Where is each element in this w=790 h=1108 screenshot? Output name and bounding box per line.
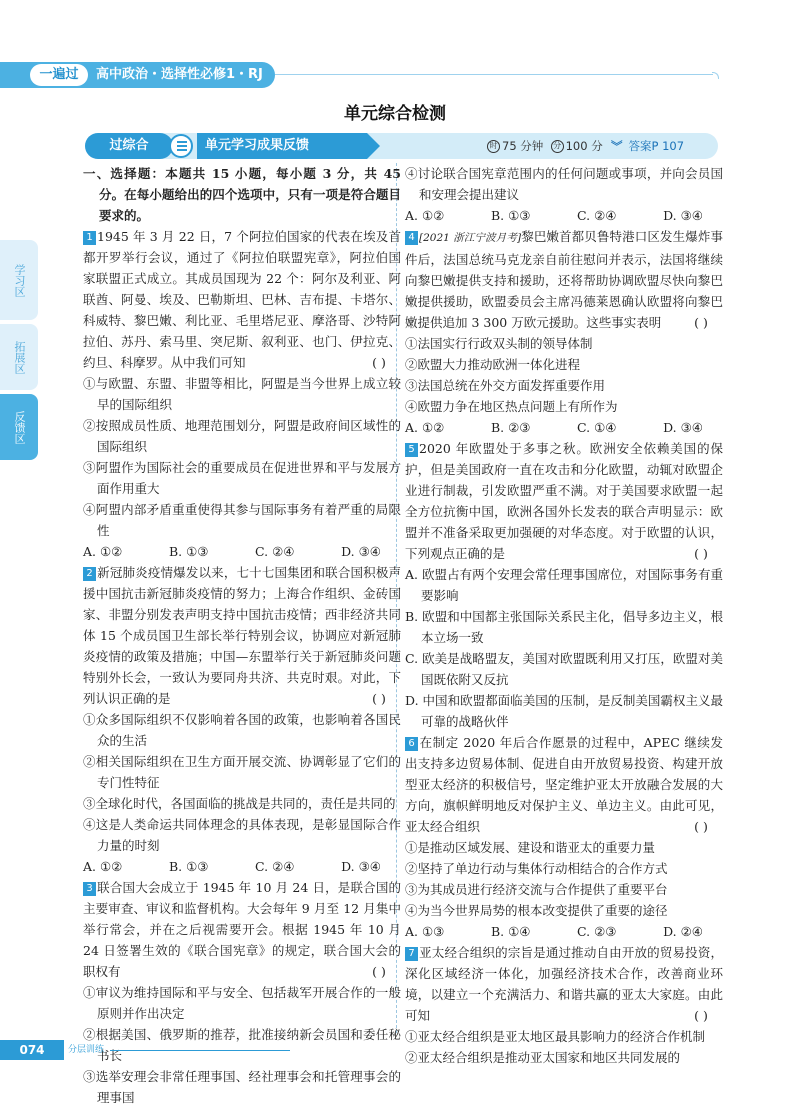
- question-6: [405, 732, 723, 942]
- question-stem: 1945 年 3 月 22 日，7 个阿拉伯国家的代表在埃及首都开罗举行会议，通过了《阿拉伯联盟宪章》，阿拉伯国家联盟正式成立。其成员国现为 22 个：阿尔及利亚、阿联酋、阿曼、埃及、巴勒斯坦、巴林、吉布提、卡塔尔、科威特、黎巴嫩、利比亚、毛里塔尼亚、摩洛哥、沙特阿拉伯、苏丹、索马里、突尼斯、叙利亚、也门、伊拉克、约旦、科摩罗。从中我们可知: [83, 229, 401, 370]
- header-rule: [275, 74, 713, 75]
- question-1: [83, 226, 401, 562]
- statement: ②按照成员性质、地理范围划分，阿盟是政府间区域性的国际组织: [83, 418, 401, 454]
- question-number: 6: [405, 737, 418, 751]
- page-number: 074: [0, 1040, 64, 1060]
- question-number: 4: [405, 231, 418, 245]
- statement: ③选举安理会非常任理事国、经社理事会和托管理事会的理事国: [83, 1069, 401, 1105]
- option-c[interactable]: C. ②④: [255, 544, 295, 559]
- option-a[interactable]: A. ①②: [405, 208, 445, 223]
- statement: ③为其成员进行经济交流与合作提供了重要平台: [405, 882, 668, 897]
- answer-options: [405, 205, 723, 226]
- double-chevron-down-icon: ︾: [611, 139, 623, 153]
- option-d[interactable]: D. ③④: [663, 208, 703, 223]
- question-number: 2: [83, 567, 96, 581]
- statement: ②根据美国、俄罗斯的推荐，批准接纳新会员国和委任秘书长: [83, 1027, 401, 1063]
- option-b[interactable]: B. ②③: [490, 420, 531, 435]
- brand-logo: 一遍过: [30, 64, 88, 86]
- time-limit: 75 分钟: [502, 139, 544, 153]
- question-number: 7: [405, 947, 418, 961]
- option-d[interactable]: D. ②④: [663, 924, 703, 939]
- question-5: [405, 438, 723, 732]
- answer-paren[interactable]: ( ): [694, 819, 708, 834]
- option-a[interactable]: A. ①②: [405, 420, 445, 435]
- question-stem: 2020 年欧盟处于多事之秋。欧洲安全依赖美国的保护，但是美国政府一直在攻击和分化欧盟，动辄对欧盟企业进行制裁，引发欧盟严重不满。对于美国要求欧盟一起全方位抗衡中国，欧洲各国外长发表的联合声明显示：欧盟并不准备采取更加强硬的对华态度。对于欧盟的认识，下列观点正确的是: [405, 441, 723, 561]
- statement: ④欧盟力争在地区热点问题上有所作为: [405, 399, 618, 414]
- option-c[interactable]: C. ②④: [255, 859, 295, 874]
- option-b[interactable]: B. ①③: [168, 544, 209, 559]
- question-stem: 新冠肺炎疫情爆发以来，七十七国集团和联合国积极声援中国抗击新冠肺炎疫情的努力；上海合作组织、金砖国家、非盟分别发表声明支持中国抗击疫情；西非经济共同体 15 个成员国卫生部长举行特别会议，协调应对新冠肺炎疫情的政策及措施；中国—东盟举行关于新冠肺炎问题特别外长会，一致认为要同舟共济、共克时艰。对此，下列认识正确的是: [83, 565, 401, 706]
- section-title: 单元综合检测: [344, 104, 446, 124]
- statement: ②亚太经合组织是推动亚太国家和地区共同发展的: [405, 1050, 681, 1065]
- statement: ①亚太经合组织是亚太地区最具影响力的经济合作机制: [405, 1029, 706, 1044]
- question-3: [83, 877, 401, 1108]
- option-d[interactable]: D. ③④: [341, 859, 381, 874]
- answer-paren[interactable]: ( ): [694, 546, 708, 561]
- option-d[interactable]: D. ③④: [341, 544, 381, 559]
- page-footer: [0, 1040, 290, 1060]
- option-b[interactable]: B. ①④: [490, 924, 531, 939]
- answer-paren[interactable]: ( ): [694, 315, 708, 330]
- right-column: [405, 163, 723, 1068]
- question-number: 3: [83, 882, 96, 896]
- total-score: 100 分: [565, 139, 603, 153]
- answer-paren[interactable]: ( ): [372, 691, 386, 706]
- statement: ②坚持了单边行动与集体行动相结合的合作方式: [405, 861, 668, 876]
- question-stem: 联合国大会成立于 1945 年 10 月 24 日，是联合国的主要审查、审议和监督机构。大会每年 9 月至 12 月集中举行常会，并在之后视需要开会。根据 1945 年 10 月 24 日签署生效的《联合国宪章》的规定，联合国大会的职权有: [83, 880, 401, 979]
- statement: ④为当今世界局势的根本改变提供了重要的途径: [405, 903, 668, 918]
- question-2: [83, 562, 401, 877]
- option-b[interactable]: B. ①③: [168, 859, 209, 874]
- time-score-info: [487, 133, 603, 159]
- side-tab-feedback[interactable]: 反馈区: [0, 394, 38, 460]
- option-a[interactable]: A. ①③: [405, 924, 445, 939]
- option-b[interactable]: B. ①③: [490, 208, 531, 223]
- answer-options: [83, 856, 401, 877]
- footer-label: 分层训练: [68, 1045, 105, 1055]
- statement: ①是推动区域发展、建设和谐亚太的重要力量: [405, 840, 656, 855]
- answer-options: [83, 541, 401, 562]
- page-header: [0, 62, 720, 88]
- question-7: [405, 942, 723, 1068]
- option-d[interactable]: D. ③④: [663, 420, 703, 435]
- answer-paren[interactable]: ( ): [372, 355, 386, 370]
- option-c[interactable]: C. ②④: [577, 208, 617, 223]
- answer-paren[interactable]: ( ): [372, 964, 386, 979]
- banner-label-sub: 单元学习成果反馈: [197, 133, 367, 159]
- side-tab-extend[interactable]: 拓展区: [0, 324, 38, 390]
- statement: ③阿盟作为国际社会的重要成员在促进世界和平与发展方面作用重大: [83, 460, 401, 496]
- question-number: 1: [83, 231, 96, 245]
- section-banner: [85, 133, 718, 159]
- left-column: [83, 163, 401, 1108]
- score-icon: 分: [551, 140, 564, 153]
- section-instructions: 一、选择题：本题共 15 小题，每小题 3 分，共 45 分。在每小题给出的四个选项中，只有一项是符合题目要求的。: [83, 166, 401, 223]
- statement: ③法国总统在外交方面发挥重要作用: [405, 378, 606, 393]
- side-tab-study[interactable]: 学习区: [0, 240, 38, 320]
- answer-options: [405, 417, 723, 438]
- question-source: [2021 浙江宁波月考]: [419, 232, 522, 244]
- statement: ①与欧盟、东盟、非盟等相比，阿盟是当今世界上成立较早的国际组织: [83, 376, 401, 412]
- statement: ③全球化时代，各国面临的挑战是共同的，责任是共同的: [83, 796, 396, 811]
- statement: ④阿盟内部矛盾重重使得其参与国际事务有着严重的局限性: [83, 502, 401, 538]
- option-c[interactable]: C. ②③: [577, 924, 617, 939]
- question-4: [405, 226, 723, 438]
- answer-paren[interactable]: ( ): [694, 1008, 708, 1023]
- answer-link[interactable]: [601, 133, 718, 159]
- footer-rule: [110, 1050, 290, 1051]
- question-stem: 亚太经合组织的宗旨是通过推动自由开放的贸易投资，深化区域经济一体化，加强经济技术合作，改善商业环境，以建立一个充满活力、和谐共赢的亚太大家庭。由此可知: [405, 945, 723, 1023]
- answer-options: [405, 921, 723, 942]
- statement: ①众多国际组织不仅影响着各国的政策，也影响着各国民众的生活: [83, 712, 401, 748]
- banner-label-main: 过综合: [85, 133, 173, 159]
- statement: ②相关国际组织在卫生方面开展交流、协调彰显了它们的专门性特征: [83, 754, 401, 790]
- clock-icon: 时: [487, 140, 500, 153]
- statement: ④这是人类命运共同体理念的具体表现，是彰显国际合作力量的时刻: [83, 817, 401, 853]
- option-c[interactable]: C. 欧美是战略盟友，美国对欧盟既利用又打压，欧盟对美国既依附又反抗: [405, 651, 723, 687]
- option-b[interactable]: B. 欧盟和中国都主张国际关系民主化，倡导多边主义，根本立场一致: [405, 609, 723, 645]
- question-stem: 在制定 2020 年后合作愿景的过程中，APEC 继续发出支持多边贸易体制、促进自由开放贸易投资、构建开放型亚太经济的积极信号，坚定维护亚太开放融合发展的大方向，旗帜鲜明地反对保护主义、单边主义。由此可见，亚太经合组织: [405, 735, 723, 834]
- book-title: 高中政治・选择性必修1・RJ: [96, 67, 263, 82]
- option-a[interactable]: A. ①②: [83, 544, 123, 559]
- option-d[interactable]: D. 中国和欧盟都面临美国的压制，是反制美国霸权主义最可靠的战略伙伴: [405, 693, 723, 729]
- answer-page: 答案P 107: [628, 139, 685, 153]
- statement: ①审议为维持国际和平与安全、包括裁军开展合作的一般原则并作出决定: [83, 985, 401, 1021]
- question-stem: 黎巴嫩首都贝鲁特港口区发生爆炸事件后，法国总统马克龙亲自前往慰问并表示，法国将继续向黎巴嫩提供支持和援助，还将帮助协调欧盟尽快向黎巴嫩提供援助，欧盟委员会主席冯德莱恩确认欧盟将向黎巴嫩提供追加 3 300 万欧元援助。这些事实表明: [405, 229, 723, 330]
- list-icon: [169, 134, 193, 158]
- option-a[interactable]: A. ①②: [83, 859, 123, 874]
- statement: ④讨论联合国宪章范围内的任何问题或事项，并向会员国和安理会提出建议: [405, 166, 723, 202]
- option-a[interactable]: A. 欧盟占有两个安理会常任理事国席位，对国际事务有重要影响: [405, 567, 723, 603]
- statement: ①法国实行行政双头制的领导体制: [405, 336, 593, 351]
- statement: ②欧盟大力推动欧洲一体化进程: [405, 357, 581, 372]
- question-number: 5: [405, 443, 418, 457]
- option-c[interactable]: C. ①④: [577, 420, 617, 435]
